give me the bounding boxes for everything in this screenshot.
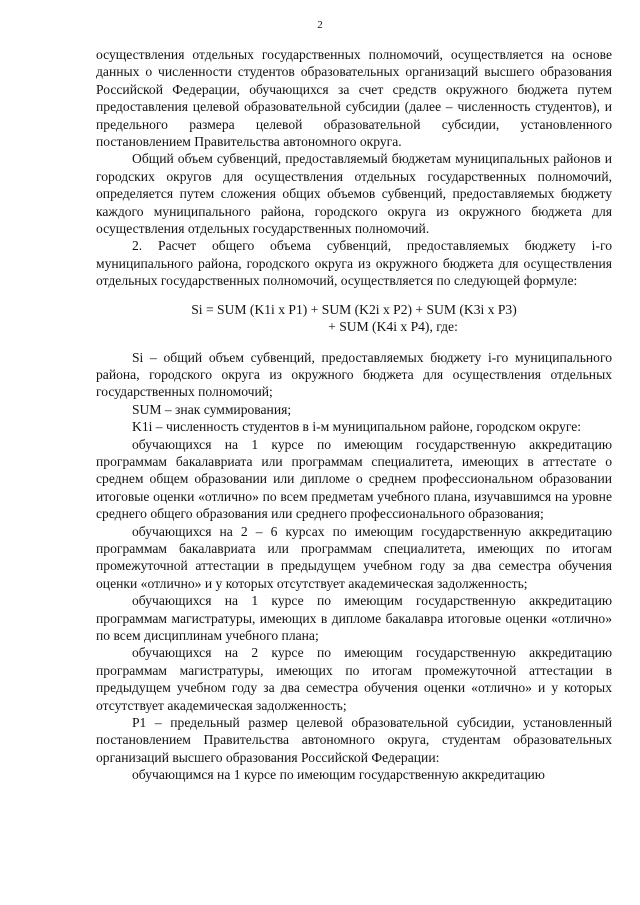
formula: [96, 301, 612, 336]
formula-line-2: + SUM (K4i x P4), где:: [328, 319, 458, 335]
paragraph-continuation: осуществления отдельных государственных полномочий, осуществляется на основе данных о численности студентов образовательных организаций высшего образования Российской Федерации, обучающихся за счет средств окружного бюджета путем предоставления целевой образовательной субсидии (далее – численность студентов), и предельного размера целевой образовательной субсидии, установленного постановлением Правительства автономного округа.: [96, 47, 612, 150]
formula-line-1: Si = SUM (K1i x P1) + SUM (K2i x P2) + SUM (K3i x P3): [191, 301, 517, 317]
list-item-second-sixth-course: обучающихся на 2 – 6 курсах по имеющим государственную аккредитацию программам бакалавриата или программам специалитета, имеющих по итогам промежуточной аттестации в предыдущем учебном году за два семестра обучения оценки «отлично» и у которых отсутствует академическая задолженность;: [96, 523, 612, 591]
list-item-second-course-master: обучающихся на 2 курсе по имеющим государственную аккредитацию программам магистратуры, имеющих по итогам промежуточной аттестации в предыдущем учебном году за два семестра обучения оценки «отлично» и у которых отсутствует академическая задолженность;: [96, 645, 612, 713]
definition-p1: P1 – предельный размер целевой образовательной субсидии, установленный постановлением Правительства автономного округа, студентам образовательных организаций высшего образования Российской Федерации:: [96, 715, 612, 765]
definition-sum: SUM – знак суммирования;: [132, 401, 292, 417]
paragraph-total-volume: Общий объем субвенций, предоставляемый бюджетам муниципальных районов и городских округов для осуществления отдельных государственных полномочий, определяется путем сложения общих объемов субвенций, предоставляемых бюджету каждого муниципального района, городского округа из окружного бюджета для осуществления отдельных государственных полномочий.: [96, 151, 612, 237]
list-item-first-course-master: обучающихся на 1 курсе по имеющим государственную аккредитацию программам магистратуры, имеющих в дипломе бакалавра итоговые оценки «отлично» по всем дисциплинам учебного плана;: [96, 593, 612, 643]
paragraph-calculation: 2. Расчет общего объема субвенций, предоставляемых бюджету i-го муниципального района, городского округа из окружного бюджета для осуществления отдельных государственных полномочий, осуществляется по следующей формуле:: [96, 238, 612, 289]
definition-si: Si – общий объем субвенций, предоставляемых бюджету i-го муниципального района, городского округа из окружного бюджета для осуществления отдельных государственных полномочий;: [96, 349, 612, 400]
definition-k1i: K1i – численность студентов в i-м муниципальном районе, городском округе:: [132, 419, 582, 435]
list-item-first-course-bachelor: обучающихся на 1 курсе по имеющим государственную аккредитацию программам бакалавриата или программам специалитета, имеющих в аттестате о среднем общем образовании или дипломе о среднем профессиональном образовании итоговые оценки «отлично» по всем предметам учебного плана, изучавшимся на уровне среднего общего образования или среднего профессионального образования;: [96, 436, 612, 522]
list-item-first-course-truncated: обучающимся на 1 курсе по имеющим государственную аккредитацию: [132, 767, 545, 783]
document-body: [96, 46, 612, 784]
page-number: 2: [317, 19, 323, 31]
